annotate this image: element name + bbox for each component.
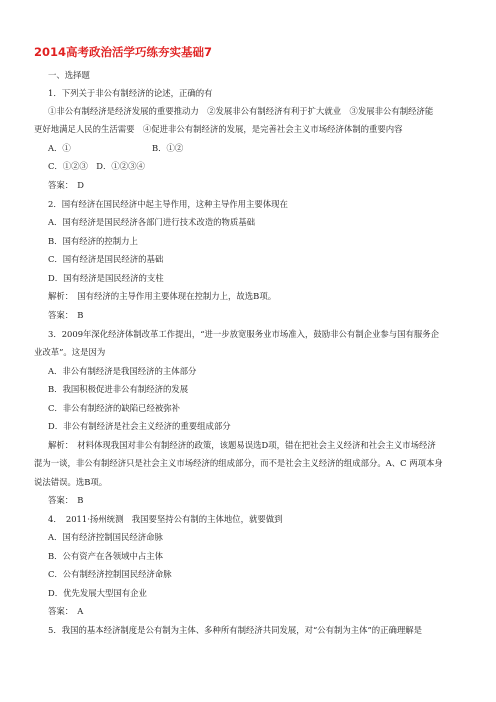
q2-choice-a: A．国有经济是国民经济各部门进行技术改造的物质基础 xyxy=(48,217,256,227)
q3-stem-line1: 3．2009年深化经济体制改革工作提出，“进一步放宽服务业市场准入，鼓励非公有制企业参与国有服务企 xyxy=(48,329,440,339)
q4-choice-a: A．国有经济控制国民经济命脉 xyxy=(48,532,163,542)
section-heading: 一、选择题 xyxy=(48,70,90,80)
q1-stem: 1．下列关于非公有制经济的论述，正确的有 xyxy=(48,88,213,98)
q3-analysis-line2: 混为一谈，非公有制经济只是社会主义市场经济的组成部分，而不是社会主义经济的组成部分。A、C 两项本身 xyxy=(34,458,443,468)
q3-choice-b: B．我国积极促进非公有制经济的发展 xyxy=(48,384,189,394)
q3-choice-d: D．非公有制经济是社会主义经济的重要组成部分 xyxy=(48,421,231,431)
q2-stem: 2．国有经济在国民经济中起主导作用，这种主导作用主要体现在 xyxy=(48,199,288,209)
q4-choice-c: C．公有制经济控制国民经济命脉 xyxy=(48,569,172,579)
q2-choice-c: C．国有经济是国民经济的基础 xyxy=(48,254,164,264)
document-title: 2014高考政治活学巧练夯实基础7 xyxy=(34,45,213,59)
q1-choice-a: A．① xyxy=(48,143,71,153)
q5-stem: 5．我国的基本经济制度是公有制为主体、多种所有制经济共同发展，对“公有制为主体”的正确理解是 xyxy=(48,625,423,635)
q2-analysis: 解析： 国有经济的主导作用主要体现在控制力上，故选B项。 xyxy=(48,291,277,301)
q3-analysis-line1: 解析： 材料体现我国对非公有制经济的政策，该题易误选D项，错在把社会主义经济和社会主义市场经济 xyxy=(48,440,436,450)
q4-choice-b: B．公有资产在各领域中占主体 xyxy=(48,551,164,561)
q2-choice-d: D．国有经济是国民经济的支柱 xyxy=(48,273,164,283)
q4-stem: 4． 2011·扬州统测 我国要坚持公有制的主体地位，就要做到 xyxy=(48,514,283,524)
q3-analysis-line3: 说法错误。选B项。 xyxy=(34,477,108,487)
q3-choice-a: A．非公有制经济是我国经济的主体部分 xyxy=(48,366,197,376)
q3-answer: 答案： B xyxy=(48,495,84,505)
q3-stem-line2: 业改革”。这是因为 xyxy=(34,347,106,357)
q2-choice-b: B．国有经济的控制力上 xyxy=(48,236,138,246)
q3-choice-c: C．非公有制经济的缺陷已经被弥补 xyxy=(48,403,181,413)
q4-choice-d: D．优先发展大型国有企业 xyxy=(48,588,147,598)
q1-answer: 答案： D xyxy=(48,180,85,190)
q1-choice-b: B．①② xyxy=(152,143,184,153)
q2-answer: 答案： B xyxy=(48,310,84,320)
q4-answer: 答案： A xyxy=(48,606,84,616)
q1-options-line1: ①非公有制经济是经济发展的重要推动力 ②发展非公有制经济有利于扩大就业 ③发展非公有制经济能 xyxy=(48,106,434,116)
q1-options-line2: 更好地满足人民的生活需要 ④促进非公有制经济的发展，是完善社会主义市场经济体制的重要内容 xyxy=(34,124,403,134)
q1-choice-cd: C．①②③ D．①②③④ xyxy=(48,161,145,171)
